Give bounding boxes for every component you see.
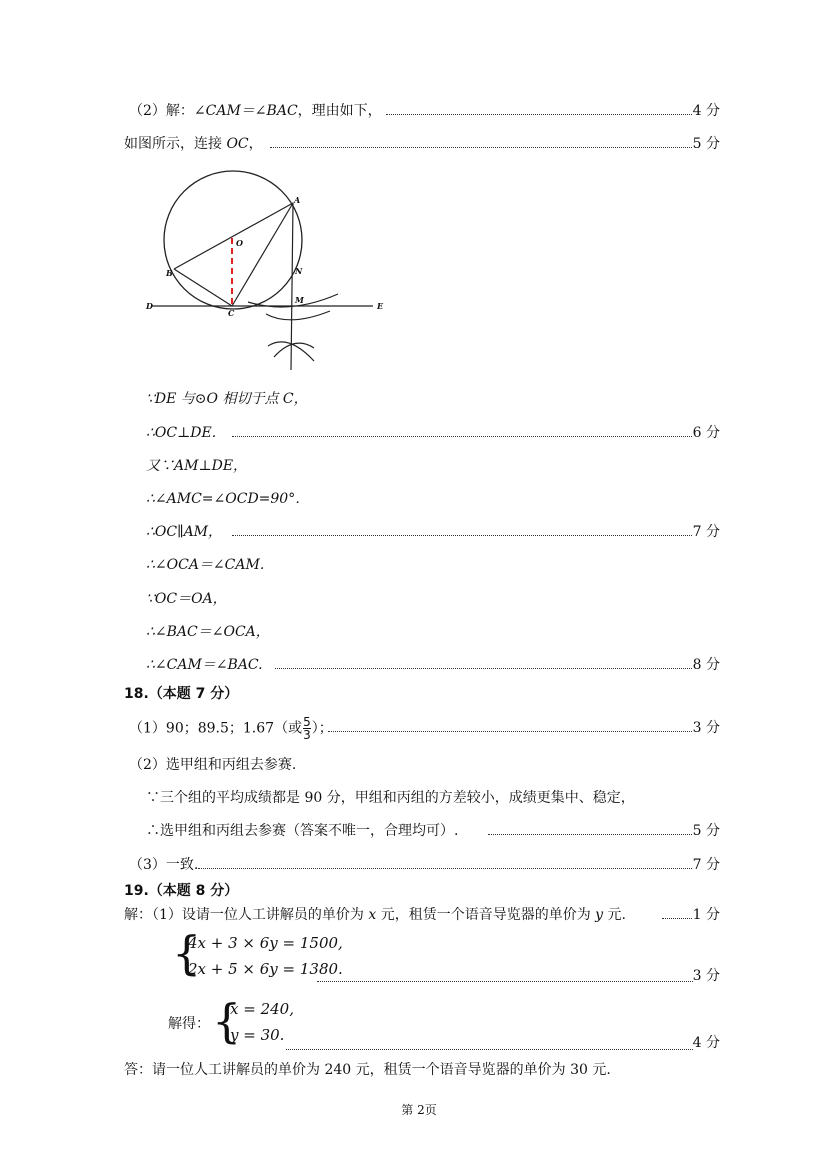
score: 7 分 xyxy=(692,857,720,873)
leader-dots xyxy=(662,918,692,919)
q18-header: 18.（本题 7 分） xyxy=(124,686,239,702)
segment-ac xyxy=(232,203,293,306)
solve-label: 解得： xyxy=(168,1016,210,1032)
segment: OC xyxy=(226,136,249,152)
proof-line: ∵DE 与⊙O 相切于点 C， xyxy=(146,391,308,407)
eq-score-line xyxy=(0,964,838,988)
score: 5 分 xyxy=(692,136,720,152)
leader-dots xyxy=(270,147,692,148)
score: 1 分 xyxy=(692,907,720,923)
leader-dots xyxy=(232,535,692,536)
solution-x: x = 240, xyxy=(230,1000,294,1018)
claim: ∠CAM＝∠BAC xyxy=(193,103,298,119)
proof-line: ∵OC＝OA， xyxy=(146,591,227,607)
arc-construction xyxy=(266,311,330,320)
score: 4 分 xyxy=(692,1035,720,1051)
label-e: E xyxy=(377,301,384,311)
q18-answer-3: （3）一致. 7 分 xyxy=(0,853,838,877)
score: 4 分 xyxy=(692,103,720,119)
sol-score-line xyxy=(0,1031,838,1055)
equation-1: 4x + 3 × 6y = 1500, xyxy=(188,934,343,952)
leader-dots xyxy=(232,436,692,437)
part2-line xyxy=(0,99,838,123)
q18-conclusion: ∴选甲组和丙组去参赛（答案不唯一，合理均可）. 5 分 xyxy=(0,819,838,843)
proof-line: ∴∠OCA＝∠CAM. xyxy=(146,557,265,573)
connect-tail: ， xyxy=(248,136,263,152)
arc-construction xyxy=(248,294,338,307)
score: 8 分 xyxy=(692,657,720,673)
leader-dots xyxy=(275,668,692,669)
proof-line: ∴OC∥AM， 7 分 xyxy=(0,520,838,544)
q19-header: 19.（本题 8 分） xyxy=(124,883,239,899)
score: 3 分 xyxy=(692,968,720,984)
label-b: B xyxy=(166,268,173,278)
proof-line: 又∵AM⊥DE， xyxy=(146,458,248,474)
leader-dots xyxy=(328,731,692,732)
label-m: M xyxy=(295,295,304,305)
proof-line: ∴OC⊥DE. 6 分 xyxy=(0,421,838,445)
segment-ab xyxy=(174,203,293,269)
leader-dots xyxy=(386,114,692,115)
claim-tail: ，理由如下， xyxy=(297,103,382,119)
leader-dots xyxy=(198,868,692,869)
brace: { xyxy=(212,994,242,1048)
equation-2: 2x + 5 × 6y = 1380. xyxy=(188,960,343,978)
score: 3 分 xyxy=(692,720,720,736)
score: 5 分 xyxy=(692,823,720,839)
brace: { xyxy=(172,926,202,980)
q18-answer-1 xyxy=(0,716,838,744)
connect-text: 如图所示，连接 xyxy=(124,136,227,152)
solution-y: y = 30. xyxy=(230,1026,285,1044)
q18-answer-2: （2）选甲组和丙组去参赛. xyxy=(129,757,297,773)
score: 6 分 xyxy=(692,425,720,441)
proof-line: ∴∠CAM＝∠BAC. 8 分 xyxy=(0,653,838,677)
connect-line xyxy=(0,132,838,156)
q18-reason: ∵三个组的平均成绩都是 90 分，甲组和丙组的方差较小，成绩更集中、稳定， xyxy=(146,790,635,806)
score: 7 分 xyxy=(692,524,720,540)
q19-setup: 解：（1）设请一位人工讲解员的单价为 x 元，租赁一个语音导览器的单价为 y 元. 1 分 xyxy=(0,903,838,927)
label-a: A xyxy=(294,195,301,205)
fraction: $\frac{5}{3}$ xyxy=(303,715,311,742)
leader-dots xyxy=(488,834,692,835)
geometry-figure xyxy=(140,165,400,380)
proof-line: ∴∠AMC=∠OCD=90°． xyxy=(146,491,310,507)
label-n: N xyxy=(295,266,303,276)
page-number: 第 2页 xyxy=(401,1103,437,1117)
answer-text: （1）90；89.5；1.67（或 xyxy=(129,720,303,737)
answer-suffix: ）； xyxy=(311,720,333,737)
label-o: O xyxy=(236,238,243,248)
q19-answer: 答：请一位人工讲解员的单价为 240 元，租赁一个语音导览器的单价为 30 元. xyxy=(124,1062,611,1078)
part-label: （2）解： xyxy=(129,103,194,119)
proof-line: ∴∠BAC＝∠OCA， xyxy=(146,624,270,640)
label-c: C xyxy=(228,308,235,318)
label-d: D xyxy=(146,301,153,311)
